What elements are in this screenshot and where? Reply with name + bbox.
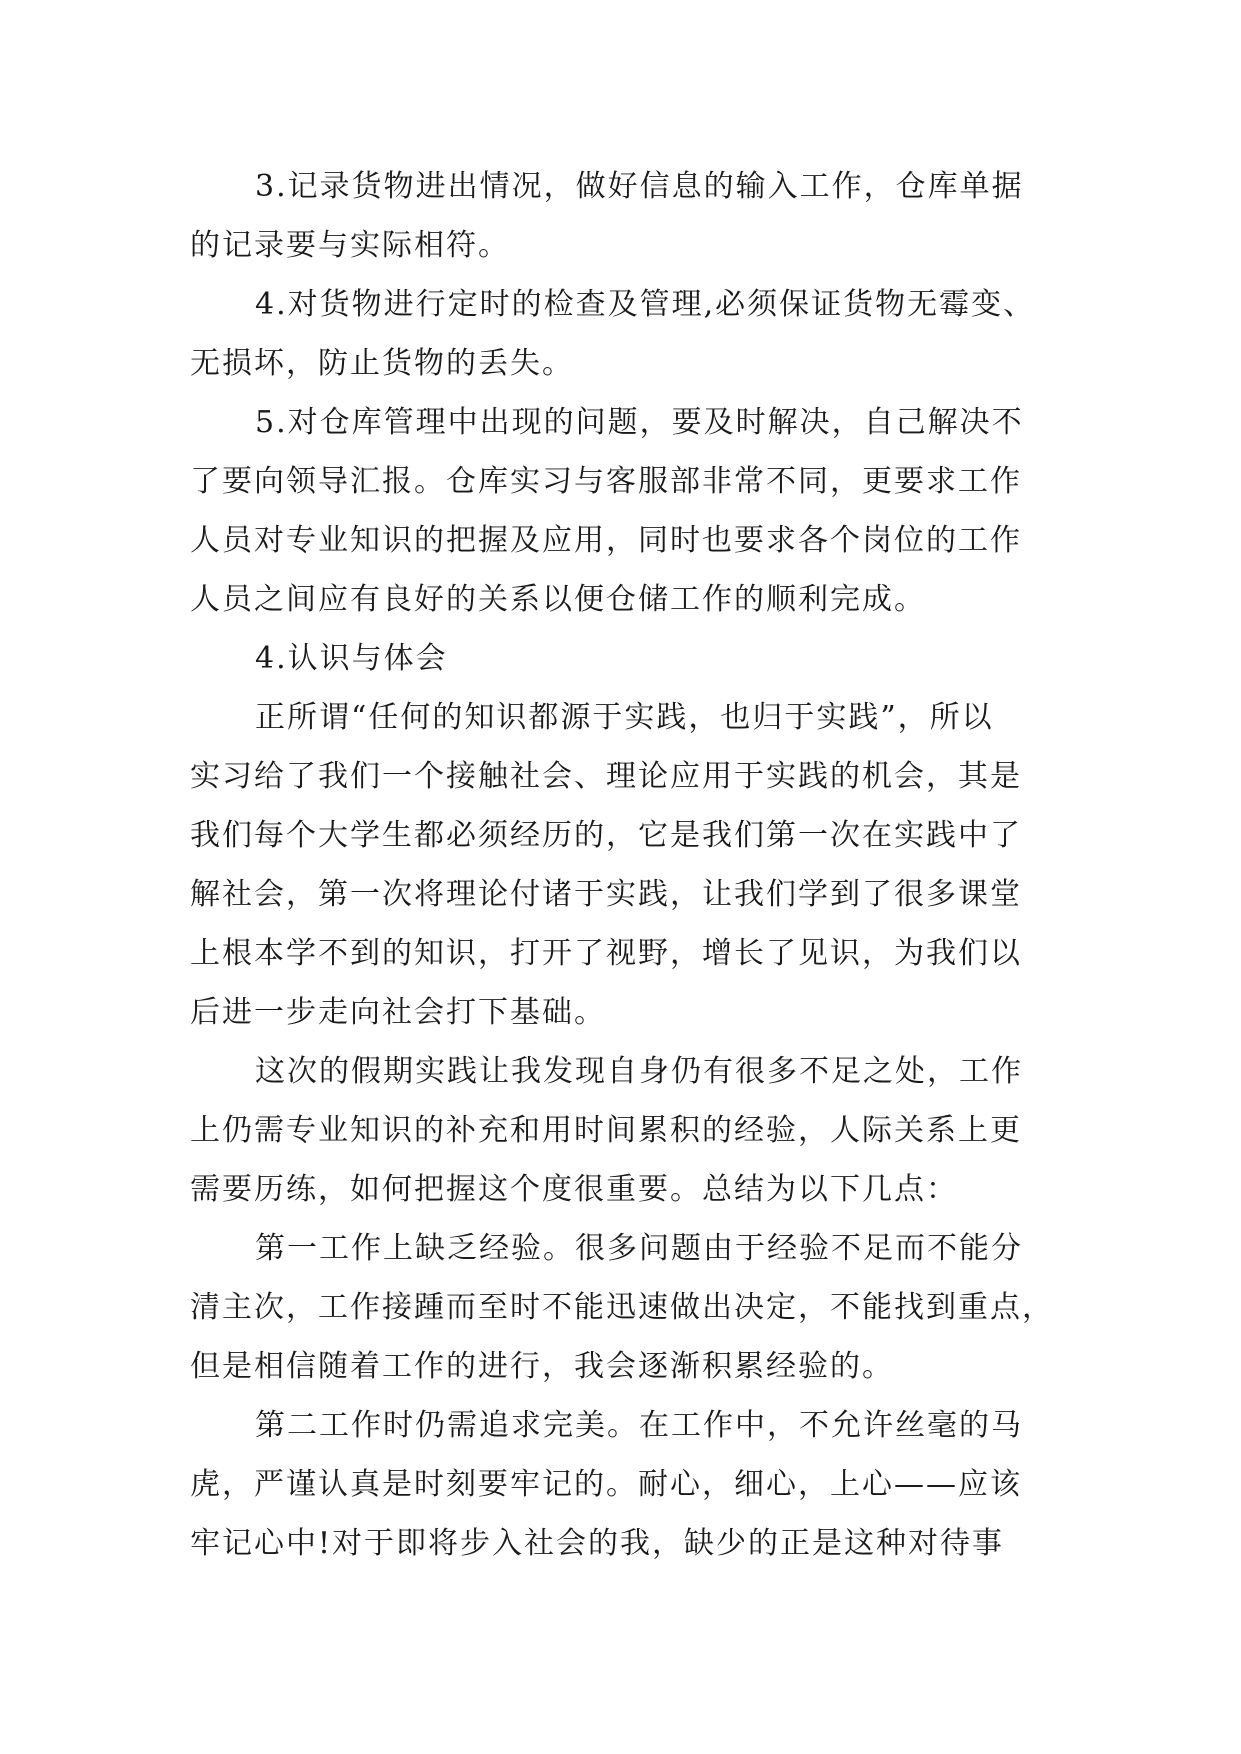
- paragraph-line: 无损坏，防止货物的丢失。: [190, 346, 574, 381]
- paragraph-line: 上仍需专业知识的补充和用时间累积的经验，人际关系上更: [190, 1113, 1022, 1148]
- paragraph-line: 4.对货物进行定时的检查及管理,必须保证货物无霉变、: [255, 287, 1036, 322]
- paragraph-line: 第二工作时仍需追求完美。在工作中，不允许丝毫的马: [255, 1408, 1023, 1443]
- paragraph-line: 我们每个大学生都必须经历的，它是我们第一次在实践中了: [190, 818, 1022, 853]
- paragraph-line: 的记录要与实际相符。: [190, 228, 510, 263]
- paragraph-line: 需要历练，如何把握这个度很重要。总结为以下几点：: [190, 1172, 958, 1207]
- paragraph-line: 人员对专业知识的把握及应用，同时也要求各个岗位的工作: [190, 523, 1022, 558]
- paragraph-line: 第一工作上缺乏经验。很多问题由于经验不足而不能分: [255, 1231, 1023, 1266]
- paragraph-line: 了要向领导汇报。仓库实习与客服部非常不同，更要求工作: [190, 464, 1022, 499]
- paragraph-line: 后进一步走向社会打下基础。: [190, 995, 606, 1030]
- paragraph-line: 上根本学不到的知识，打开了视野，增长了见识，为我们以: [190, 936, 1022, 971]
- paragraph-line: 解社会，第一次将理论付诸于实践，让我们学到了很多课堂: [190, 877, 1022, 912]
- paragraph-line: 虎，严谨认真是时刻要牢记的。耐心，细心，上心——应该: [190, 1467, 1022, 1502]
- paragraph-line: 但是相信随着工作的进行，我会逐渐积累经验的。: [190, 1349, 894, 1384]
- paragraph-line: 牢记心中!对于即将步入社会的我，缺少的正是这种对待事: [190, 1526, 1005, 1561]
- section-heading: 4.认识与体会: [255, 641, 448, 676]
- paragraph-line: 3.记录货物进出情况，做好信息的输入工作，仓库单据: [255, 169, 1024, 204]
- paragraph-line: 这次的假期实践让我发现自身仍有很多不足之处，工作: [255, 1054, 1023, 1089]
- paragraph-line: 人员之间应有良好的关系以便仓储工作的顺利完成。: [190, 582, 926, 617]
- paragraph-line: 清主次，工作接踵而至时不能迅速做出决定，不能找到重点，: [190, 1290, 1054, 1325]
- paragraph-line: 正所谓“任何的知识都源于实践，也归于实践”，所以: [255, 700, 994, 735]
- paragraph-line: 实习给了我们一个接触社会、理论应用于实践的机会，其是: [190, 759, 1022, 794]
- paragraph-line: 5.对仓库管理中出现的问题，要及时解决，自己解决不: [255, 405, 1024, 440]
